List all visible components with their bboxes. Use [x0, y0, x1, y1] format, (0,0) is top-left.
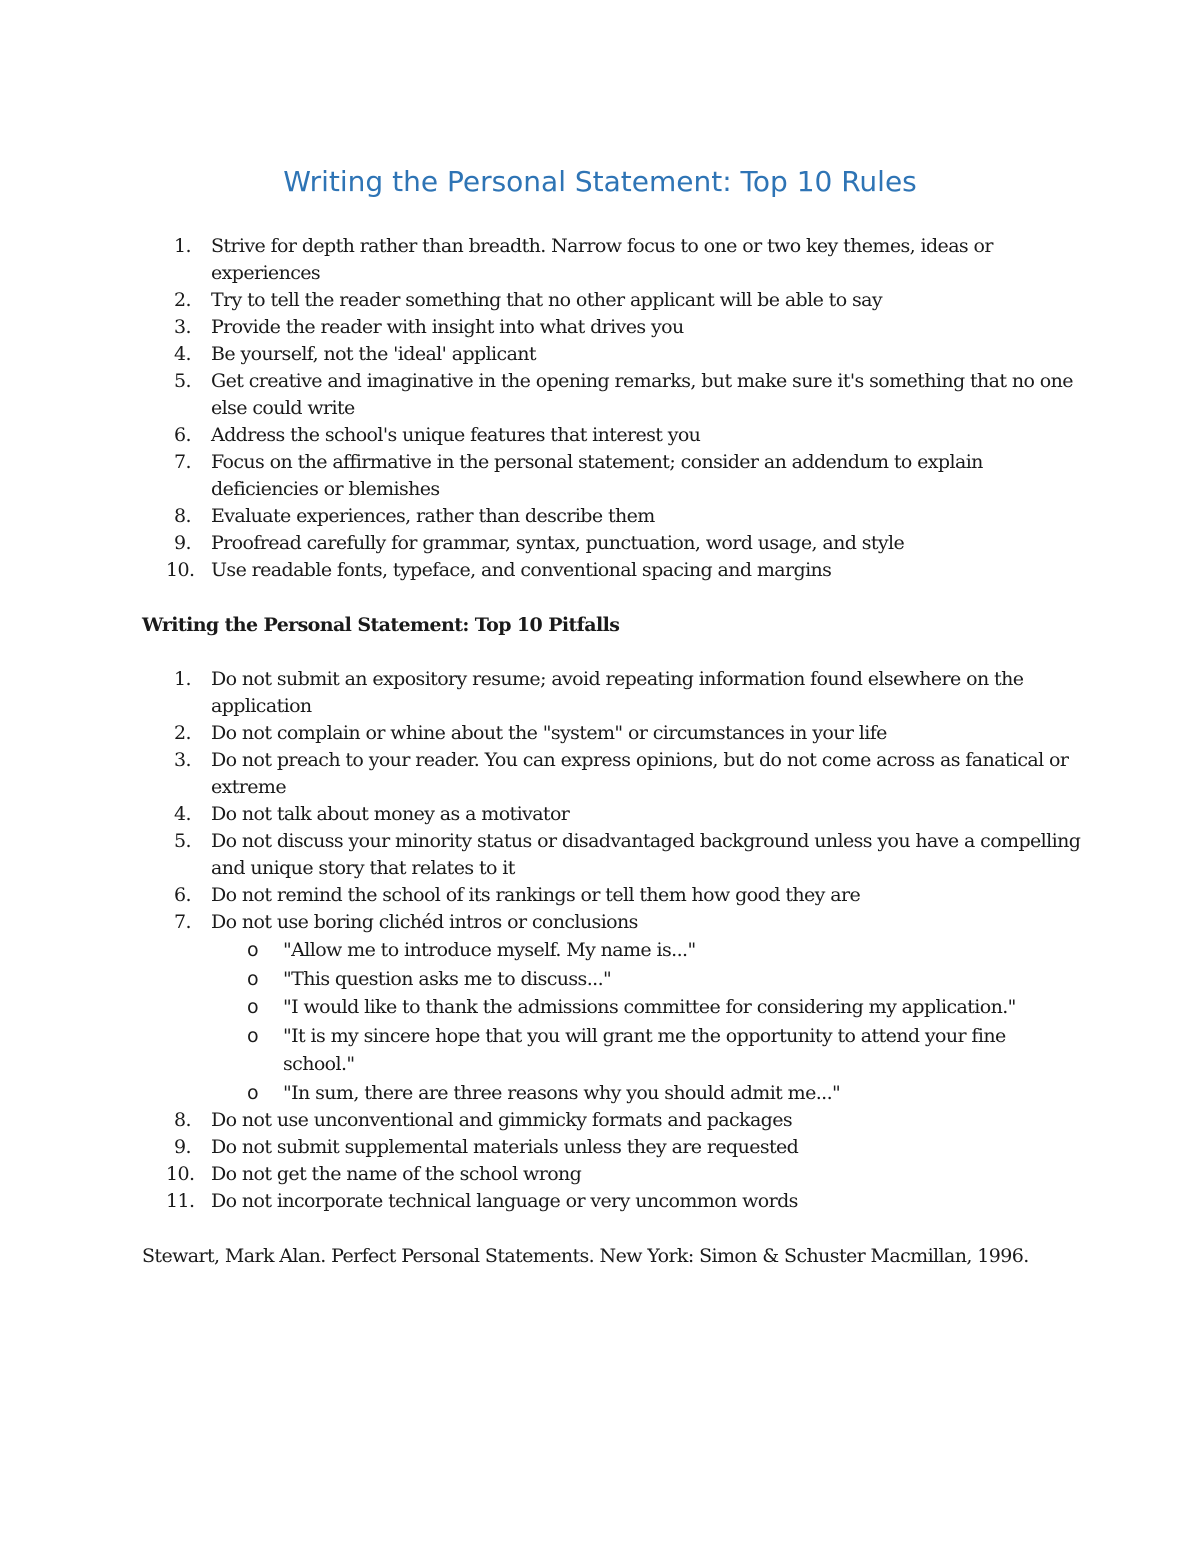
list-item-text: Do not discuss your minority status or disadvantaged background unless you have a compelling and unique story that relates to it	[211, 830, 1081, 879]
list-item-text: Try to tell the reader something that no other applicant will be able to say	[211, 289, 883, 311]
list-number: 11.	[166, 1190, 195, 1212]
list-number: 4.	[174, 803, 191, 825]
list-number: 3.	[174, 316, 191, 338]
list-item	[142, 530, 1082, 557]
list-item-text: Do not submit supplemental materials unless they are requested	[211, 1136, 799, 1158]
list-item	[142, 882, 1082, 909]
list-item-text: Do not use boring clichéd intros or conclusions	[211, 911, 638, 933]
list-item	[142, 341, 1082, 368]
bullet-icon: o	[247, 996, 259, 1018]
list-number: 2.	[174, 722, 191, 744]
list-item	[142, 368, 1082, 422]
list-item-text: Be yourself, not the 'ideal' applicant	[211, 343, 536, 365]
list-item-text: Provide the reader with insight into what drives you	[211, 316, 684, 338]
list-number: 6.	[174, 884, 191, 906]
pitfalls-heading: Writing the Personal Statement: Top 10 Pitfalls	[142, 614, 620, 636]
list-item	[142, 287, 1082, 314]
list-item-text: Do not preach to your reader. You can express opinions, but do not come across as fanatical or extreme	[211, 749, 1069, 798]
list-item-text: Do not talk about money as a motivator	[211, 803, 570, 825]
list-number: 4.	[174, 343, 191, 365]
sub-list-item	[211, 993, 1082, 1022]
list-number: 1.	[174, 235, 191, 257]
list-item-text: Do not use unconventional and gimmicky formats and packages	[211, 1109, 793, 1131]
sub-list-item-text: "I would like to thank the admissions committee for considering my application."	[283, 996, 1016, 1018]
sub-list-item	[211, 1079, 1082, 1108]
list-number: 8.	[174, 505, 191, 527]
list-item	[142, 233, 1082, 287]
document-body	[142, 233, 1082, 1270]
list-number: 7.	[174, 451, 191, 473]
list-number: 7.	[174, 911, 191, 933]
bullet-icon: o	[247, 967, 259, 990]
list-item	[142, 422, 1082, 449]
list-item-text: Evaluate experiences, rather than describe them	[211, 505, 655, 527]
list-item	[142, 720, 1082, 747]
list-item	[142, 1161, 1082, 1188]
list-number: 6.	[174, 424, 191, 446]
bullet-icon: o	[247, 1081, 259, 1104]
list-item-text: Use readable fonts, typeface, and conventional spacing and margins	[211, 559, 832, 581]
list-number: 2.	[174, 289, 191, 311]
list-item-text: Address the school's unique features that interest you	[211, 424, 701, 446]
list-item-text: Get creative and imaginative in the opening remarks, but make sure it's something that no one else could write	[211, 370, 1073, 419]
list-item	[142, 747, 1082, 801]
list-number: 5.	[174, 830, 191, 852]
list-item	[142, 557, 1082, 584]
cliche-examples-list	[211, 936, 1082, 1107]
list-item-text: Do not complain or whine about the "system" or circumstances in your life	[211, 722, 887, 744]
list-item	[142, 801, 1082, 828]
list-item-text: Do not submit an expository resume; avoid repeating information found elsewhere on the application	[211, 668, 1024, 717]
list-item	[142, 1188, 1082, 1215]
list-number: 10.	[166, 1163, 195, 1185]
list-number: 9.	[174, 1136, 191, 1158]
list-item	[142, 909, 1082, 1107]
list-number: 8.	[174, 1109, 191, 1131]
list-item	[142, 828, 1082, 882]
list-item	[142, 503, 1082, 530]
page-title: Writing the Personal Statement: Top 10 Rules	[283, 165, 917, 198]
list-item-text: Do not incorporate technical language or very uncommon words	[211, 1190, 798, 1212]
list-item	[142, 666, 1082, 720]
sub-list-item-text: "In sum, there are three reasons why you should admit me..."	[283, 1081, 841, 1104]
list-number: 1.	[174, 668, 191, 690]
pitfalls-list	[142, 666, 1082, 1215]
list-item	[142, 1107, 1082, 1134]
list-item-text: Do not remind the school of its rankings or tell them how good they are	[211, 884, 861, 906]
list-item-text: Do not get the name of the school wrong	[211, 1163, 582, 1185]
sub-list-item-text: "Allow me to introduce myself. My name is..."	[283, 939, 696, 961]
sub-list-item-text: "It is my sincere hope that you will grant me the opportunity to attend your fine school."	[283, 1024, 1006, 1075]
list-number: 9.	[174, 532, 191, 554]
list-item	[142, 314, 1082, 341]
list-number: 3.	[174, 749, 191, 771]
list-item-text: Focus on the affirmative in the personal statement; consider an addendum to explain deficiencies or blemishes	[211, 451, 983, 500]
sub-list-item-text: "This question asks me to discuss..."	[283, 967, 612, 990]
sub-list-item	[211, 965, 1082, 994]
list-item	[142, 1134, 1082, 1161]
sub-list-item	[211, 1022, 1082, 1079]
list-item	[142, 449, 1082, 503]
sub-list-item	[211, 936, 1082, 965]
bullet-icon: o	[247, 1024, 259, 1047]
list-number: 10.	[166, 559, 195, 581]
citation: Stewart, Mark Alan. Perfect Personal Statements. New York: Simon & Schuster Macmillan, 1996.	[142, 1245, 1029, 1267]
list-item-text: Strive for depth rather than breadth. Narrow focus to one or two key themes, ideas or experiences	[211, 235, 993, 284]
bullet-icon: o	[247, 939, 259, 961]
rules-list	[142, 233, 1082, 584]
list-number: 5.	[174, 370, 191, 392]
list-item-text: Proofread carefully for grammar, syntax, punctuation, word usage, and style	[211, 532, 905, 554]
